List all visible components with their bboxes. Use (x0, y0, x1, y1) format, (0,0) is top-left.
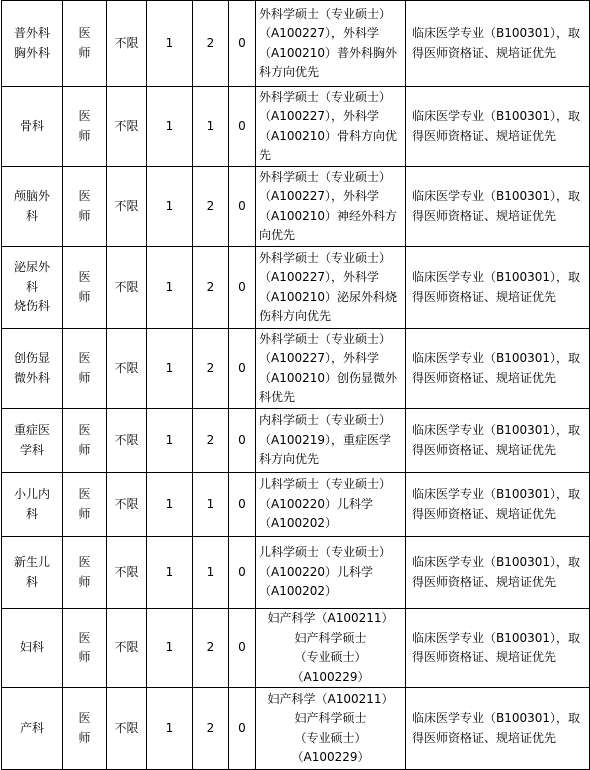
major-requirement-cell-line: （A100227），外科学 (259, 26, 380, 40)
education-limit-cell: 不限 (107, 688, 147, 770)
table-row (2, 409, 590, 473)
qualification-cell-line: 得医师资格证、规培证优先 (412, 506, 557, 521)
count-cell-3: 0 (229, 167, 256, 247)
table-row (2, 1, 590, 87)
major-requirement-cell (256, 688, 406, 770)
position-title-cell-line: 医 (78, 630, 91, 645)
qualification-cell (406, 87, 590, 167)
major-requirement-cell-line: （A100202） (259, 516, 338, 531)
department-cell (2, 473, 63, 537)
position-title-cell-line: 医 (78, 555, 91, 569)
position-title-cell (63, 609, 107, 688)
position-title-cell-line: 医 (78, 189, 91, 203)
position-title-cell (63, 688, 107, 770)
department-cell-line: 普外科 (13, 26, 50, 40)
table-row (2, 329, 590, 409)
count-cell-1: 1 (147, 247, 193, 329)
qualification-cell-line: 得医师资格证、规培证优先 (412, 289, 557, 304)
education-limit-cell: 不限 (107, 329, 147, 409)
qualification-cell-line: 临床医学专业（B100301），取 (412, 711, 581, 725)
qualification-cell (406, 1, 590, 87)
major-requirement-cell-line: 妇产科学硕士 (294, 630, 367, 645)
major-requirement-cell-line: （A100210）普外科胸外 (259, 45, 398, 60)
major-requirement-cell (256, 167, 406, 247)
count-cell-2: 1 (193, 473, 229, 537)
table-row (2, 87, 590, 167)
position-title-cell-line: 医 (78, 487, 91, 501)
table-row (2, 167, 590, 247)
qualification-cell (406, 537, 590, 609)
major-requirement-cell-line: 儿科学硕士（专业硕士） (259, 477, 392, 492)
position-title-cell-line: 医 (78, 711, 91, 725)
position-title-cell-line: 师 (78, 128, 91, 143)
count-cell-3: 0 (229, 473, 256, 537)
count-cell-3: 0 (229, 87, 256, 167)
major-requirement-cell-line: 先 (259, 148, 272, 162)
qualification-cell-line: 临床医学专业（B100301），取 (412, 351, 581, 365)
department-cell-line: 科 (25, 208, 38, 223)
position-title-cell-line: 师 (78, 442, 91, 457)
department-cell-line: 科 (25, 506, 38, 521)
major-requirement-cell (256, 609, 406, 688)
position-title-cell (63, 1, 107, 87)
qualification-cell-line: 临床医学专业（B100301），取 (412, 270, 581, 284)
qualification-cell-line: 临床医学专业（B100301），取 (412, 26, 581, 40)
qualification-cell (406, 247, 590, 329)
major-requirement-cell-line: 妇产科学（A100211） (267, 611, 394, 625)
count-cell-3: 0 (229, 329, 256, 409)
major-requirement-cell-line: （A100220）儿科学 (259, 496, 374, 511)
major-requirement-cell-line: （专业硕士） (294, 730, 367, 745)
position-title-cell-line: 师 (78, 574, 91, 589)
position-title-cell-line: 师 (78, 45, 91, 60)
position-title-cell-line: 师 (78, 730, 91, 745)
qualification-cell-line: 临床医学专业（B100301），取 (412, 109, 581, 123)
major-requirement-cell (256, 87, 406, 167)
major-requirement-cell-line: （A100210）创伤显微外 (259, 370, 398, 385)
major-requirement-cell-line: 科优先 (259, 390, 296, 404)
position-title-cell-line: 医 (78, 270, 91, 284)
education-limit-cell: 不限 (107, 1, 147, 87)
department-cell-line: 新生儿 (13, 555, 50, 569)
department-cell (2, 329, 63, 409)
position-title-cell (63, 247, 107, 329)
count-cell-2: 2 (193, 247, 229, 329)
count-cell-1: 1 (147, 409, 193, 473)
count-cell-3: 0 (229, 537, 256, 609)
department-cell-line: 学科 (19, 442, 44, 457)
count-cell-2: 2 (193, 167, 229, 247)
department-cell-line: 泌尿外 (13, 260, 50, 275)
department-cell-line: 科 (25, 279, 38, 294)
count-cell-1: 1 (147, 87, 193, 167)
table-row (2, 247, 590, 329)
position-title-cell (63, 329, 107, 409)
major-requirement-cell-line: （A100220）儿科学 (259, 564, 374, 579)
major-requirement-cell-line: （A100210）神经外科方 (259, 208, 398, 223)
department-cell-line: 创伤显 (13, 351, 50, 365)
count-cell-2: 2 (193, 688, 229, 770)
count-cell-1: 1 (147, 688, 193, 770)
major-requirement-cell-line: （A100227），外科学 (259, 109, 380, 123)
education-limit-cell: 不限 (107, 609, 147, 688)
major-requirement-cell-line: 外科学硕士（专业硕士） (259, 169, 392, 184)
position-title-cell-line: 医 (78, 351, 91, 365)
major-requirement-cell-line: 科方向优先 (259, 452, 320, 467)
table-row (2, 609, 590, 688)
count-cell-1: 1 (147, 609, 193, 688)
major-requirement-cell-line: 妇产科学硕士 (294, 711, 367, 725)
position-title-cell (63, 537, 107, 609)
major-requirement-cell-line: （A100227），外科学 (259, 270, 380, 284)
table-row (2, 537, 590, 609)
qualification-cell-line: 得医师资格证、规培证优先 (412, 128, 557, 143)
qualification-cell-line: 得医师资格证、规培证优先 (412, 45, 557, 60)
education-limit-cell: 不限 (107, 537, 147, 609)
count-cell-3: 0 (229, 409, 256, 473)
major-requirement-cell (256, 1, 406, 87)
department-cell (2, 609, 63, 688)
recruitment-table (1, 0, 590, 770)
qualification-cell (406, 473, 590, 537)
department-cell-line: 小儿内 (13, 487, 50, 501)
position-title-cell (63, 473, 107, 537)
major-requirement-cell-line: （A100210）骨科方向优 (259, 128, 398, 143)
position-title-cell-line: 医 (78, 26, 91, 40)
count-cell-1: 1 (147, 167, 193, 247)
major-requirement-cell-line: 外科学硕士（专业硕士） (259, 250, 392, 265)
count-cell-3: 0 (229, 247, 256, 329)
department-cell-line: 妇科 (19, 640, 44, 655)
count-cell-3: 0 (229, 1, 256, 87)
major-requirement-cell-line: （A100219），重症医学 (259, 432, 392, 447)
qualification-cell-line: 得医师资格证、规培证优先 (412, 370, 557, 385)
qualification-cell (406, 409, 590, 473)
position-title-cell-line: 医 (78, 423, 91, 437)
qualification-cell-line: 得医师资格证、规培证优先 (412, 442, 557, 457)
major-requirement-cell-line: 科方向优先 (259, 65, 320, 79)
education-limit-cell: 不限 (107, 167, 147, 247)
qualification-cell (406, 329, 590, 409)
qualification-cell-line: 临床医学专业（B100301），取 (412, 630, 581, 645)
major-requirement-cell-line: 外科学硕士（专业硕士） (259, 331, 392, 346)
major-requirement-cell-line: 伤科方向优先 (259, 309, 332, 323)
department-cell-line: 颅脑外 (13, 189, 50, 203)
qualification-cell-line: 得医师资格证、规培证优先 (412, 730, 557, 745)
count-cell-1: 1 (147, 1, 193, 87)
count-cell-3: 0 (229, 609, 256, 688)
major-requirement-cell-line: （A100227），外科学 (259, 189, 380, 203)
count-cell-2: 1 (193, 537, 229, 609)
department-cell (2, 537, 63, 609)
major-requirement-cell-line: （A100229） (291, 669, 370, 684)
qualification-cell (406, 688, 590, 770)
department-cell (2, 247, 63, 329)
qualification-cell-line: 得医师资格证、规培证优先 (412, 574, 557, 589)
department-cell (2, 167, 63, 247)
qualification-cell-line: 临床医学专业（B100301），取 (412, 189, 581, 203)
major-requirement-cell-line: （专业硕士） (294, 650, 367, 664)
position-title-cell-line: 医 (78, 109, 91, 123)
major-requirement-cell-line: 外科学硕士（专业硕士） (259, 6, 392, 21)
department-cell-line: 产科 (19, 720, 44, 735)
count-cell-2: 2 (193, 329, 229, 409)
education-limit-cell: 不限 (107, 409, 147, 473)
qualification-cell-line: 临床医学专业（B100301），取 (412, 487, 581, 501)
department-cell-line: 骨科 (19, 118, 44, 133)
department-cell-line: 烧伤科 (13, 299, 50, 314)
major-requirement-cell (256, 537, 406, 609)
table-body (2, 1, 590, 770)
major-requirement-cell-line: 儿科学硕士（专业硕士） (259, 545, 392, 560)
department-cell-line: 胸外科 (13, 45, 50, 60)
table-row (2, 473, 590, 537)
position-title-cell-line: 师 (78, 506, 91, 521)
position-title-cell-line: 师 (78, 289, 91, 304)
qualification-cell (406, 167, 590, 247)
count-cell-2: 2 (193, 409, 229, 473)
major-requirement-cell (256, 473, 406, 537)
education-limit-cell: 不限 (107, 87, 147, 167)
department-cell (2, 409, 63, 473)
qualification-cell (406, 609, 590, 688)
position-title-cell (63, 87, 107, 167)
table-row (2, 688, 590, 770)
major-requirement-cell-line: （A100210）泌尿外科烧 (259, 289, 398, 304)
major-requirement-cell-line: 向优先 (259, 228, 296, 242)
department-cell-line: 科 (25, 574, 38, 589)
major-requirement-cell-line: 妇产科学（A100211） (267, 691, 394, 706)
count-cell-2: 1 (193, 87, 229, 167)
major-requirement-cell (256, 409, 406, 473)
count-cell-1: 1 (147, 537, 193, 609)
major-requirement-cell-line: （A100227），外科学 (259, 351, 380, 365)
position-title-cell-line: 师 (78, 208, 91, 223)
position-title-cell (63, 409, 107, 473)
department-cell (2, 688, 63, 770)
major-requirement-cell-line: 外科学硕士（专业硕士） (259, 89, 392, 104)
department-cell-line: 重症医 (13, 423, 50, 437)
major-requirement-cell (256, 329, 406, 409)
education-limit-cell: 不限 (107, 473, 147, 537)
department-cell (2, 87, 63, 167)
qualification-cell-line: 临床医学专业（B100301），取 (412, 555, 581, 569)
count-cell-2: 2 (193, 609, 229, 688)
department-cell (2, 1, 63, 87)
major-requirement-cell-line: （A100229） (291, 750, 370, 764)
major-requirement-cell (256, 247, 406, 329)
qualification-cell-line: 临床医学专业（B100301），取 (412, 423, 581, 437)
major-requirement-cell-line: （A100202） (259, 584, 338, 599)
major-requirement-cell-line: 内科学硕士（专业硕士） (259, 413, 392, 428)
count-cell-1: 1 (147, 329, 193, 409)
position-title-cell-line: 师 (78, 370, 91, 385)
position-title-cell-line: 师 (78, 650, 91, 664)
qualification-cell-line: 得医师资格证、规培证优先 (412, 650, 557, 664)
count-cell-1: 1 (147, 473, 193, 537)
count-cell-3: 0 (229, 688, 256, 770)
department-cell-line: 微外科 (13, 370, 50, 385)
position-title-cell (63, 167, 107, 247)
education-limit-cell: 不限 (107, 247, 147, 329)
qualification-cell-line: 得医师资格证、规培证优先 (412, 208, 557, 223)
count-cell-2: 2 (193, 1, 229, 87)
